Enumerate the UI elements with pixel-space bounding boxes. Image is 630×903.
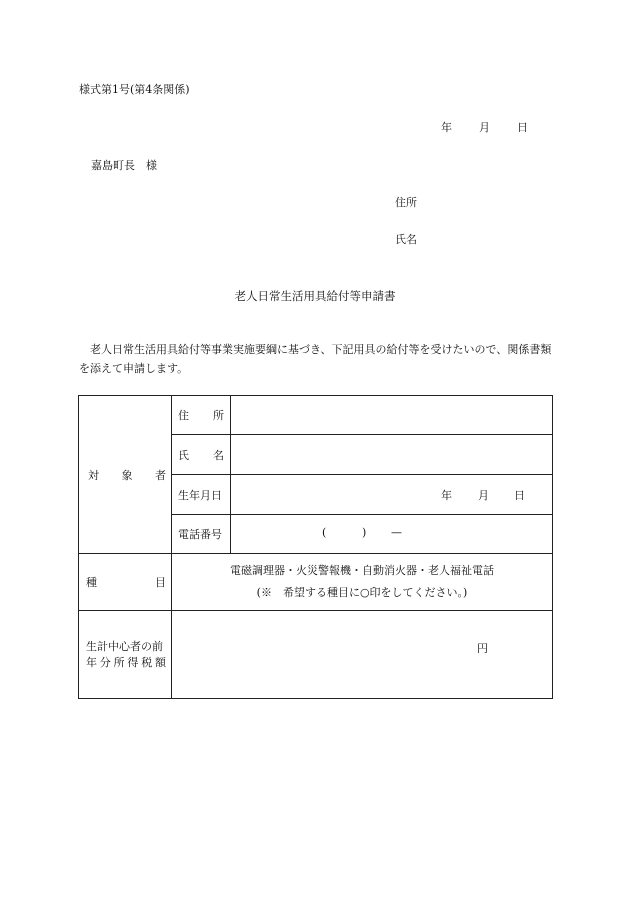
- subject-label-cell: [79, 396, 172, 554]
- address-label-char-1: 住: [178, 409, 189, 422]
- form-number: 様式第1号(第4条関係): [79, 83, 190, 96]
- subject-label-char-2: 象: [121, 468, 133, 482]
- name-label-cell: [172, 435, 231, 475]
- application-form-table: [78, 395, 553, 699]
- birthdate-label-cell: [172, 475, 231, 515]
- item-label-char-2: 目: [155, 576, 166, 589]
- subject-label-char-3: 者: [155, 468, 166, 482]
- tax-value-cell[interactable]: [172, 611, 553, 699]
- application-date: [441, 119, 528, 135]
- phone-label: 電話番号: [178, 528, 222, 541]
- item-options-list: 電磁調理器・火災警報機・自動消火器・老人福祉電話: [230, 564, 494, 577]
- birthdate-year-unit: 年: [441, 488, 452, 502]
- applicant-address-label: 住所: [395, 196, 417, 209]
- tax-label-char-6: 額: [154, 655, 166, 669]
- item-options-cell[interactable]: [172, 554, 553, 611]
- subject-label-char-1: 対: [88, 468, 99, 482]
- date-month-label: 月: [479, 121, 490, 134]
- tax-label-line-1: 生計中心者の前: [86, 639, 163, 653]
- tax-label-char-5: 税: [141, 655, 153, 669]
- tax-yen-unit: 円: [477, 641, 488, 655]
- phone-area-open-paren: (: [322, 526, 327, 539]
- phone-label-cell: [172, 515, 231, 554]
- name-value-cell[interactable]: [231, 435, 553, 475]
- application-statement: 老人日常生活用具給付等事業実施要綱に基づき、下記用具の給付等を受けたいので、関係書類を添えて申請します。: [79, 343, 552, 375]
- item-options-note: (※ 希望する種目に○印をしてください。): [256, 586, 468, 599]
- tax-label-char-3: 所: [113, 655, 125, 669]
- address-value-cell[interactable]: [231, 396, 553, 435]
- tax-label-char-1: 年: [86, 655, 97, 669]
- birthdate-day-unit: 日: [514, 488, 525, 502]
- name-label-char-2: 名: [213, 448, 224, 462]
- address-label-cell: [172, 396, 231, 435]
- date-day-label: 日: [517, 121, 528, 134]
- tax-label-line-2: [86, 655, 166, 671]
- phone-dash: —: [391, 526, 402, 539]
- applicant-name-label: 氏名: [395, 233, 417, 246]
- tax-label-char-2: 分: [99, 655, 111, 669]
- phone-area-close-paren: ): [362, 526, 367, 539]
- address-label-char-2: 所: [213, 409, 224, 422]
- document-title: 老人日常生活用具給付等申請書: [234, 289, 396, 303]
- addressee: 嘉島町長 様: [91, 159, 157, 172]
- item-label-char-1: 種: [86, 576, 97, 589]
- date-year-label: 年: [441, 121, 452, 134]
- birthdate-value-cell[interactable]: [231, 475, 553, 515]
- phone-value-cell[interactable]: [231, 515, 553, 554]
- birthdate-month-unit: 月: [478, 488, 489, 502]
- tax-label-cell: [79, 611, 172, 699]
- tax-label-char-4: 得: [127, 655, 139, 669]
- name-label-char-1: 氏: [178, 448, 189, 462]
- birthdate-label: 生年月日: [178, 488, 222, 502]
- item-label-cell: [79, 554, 172, 611]
